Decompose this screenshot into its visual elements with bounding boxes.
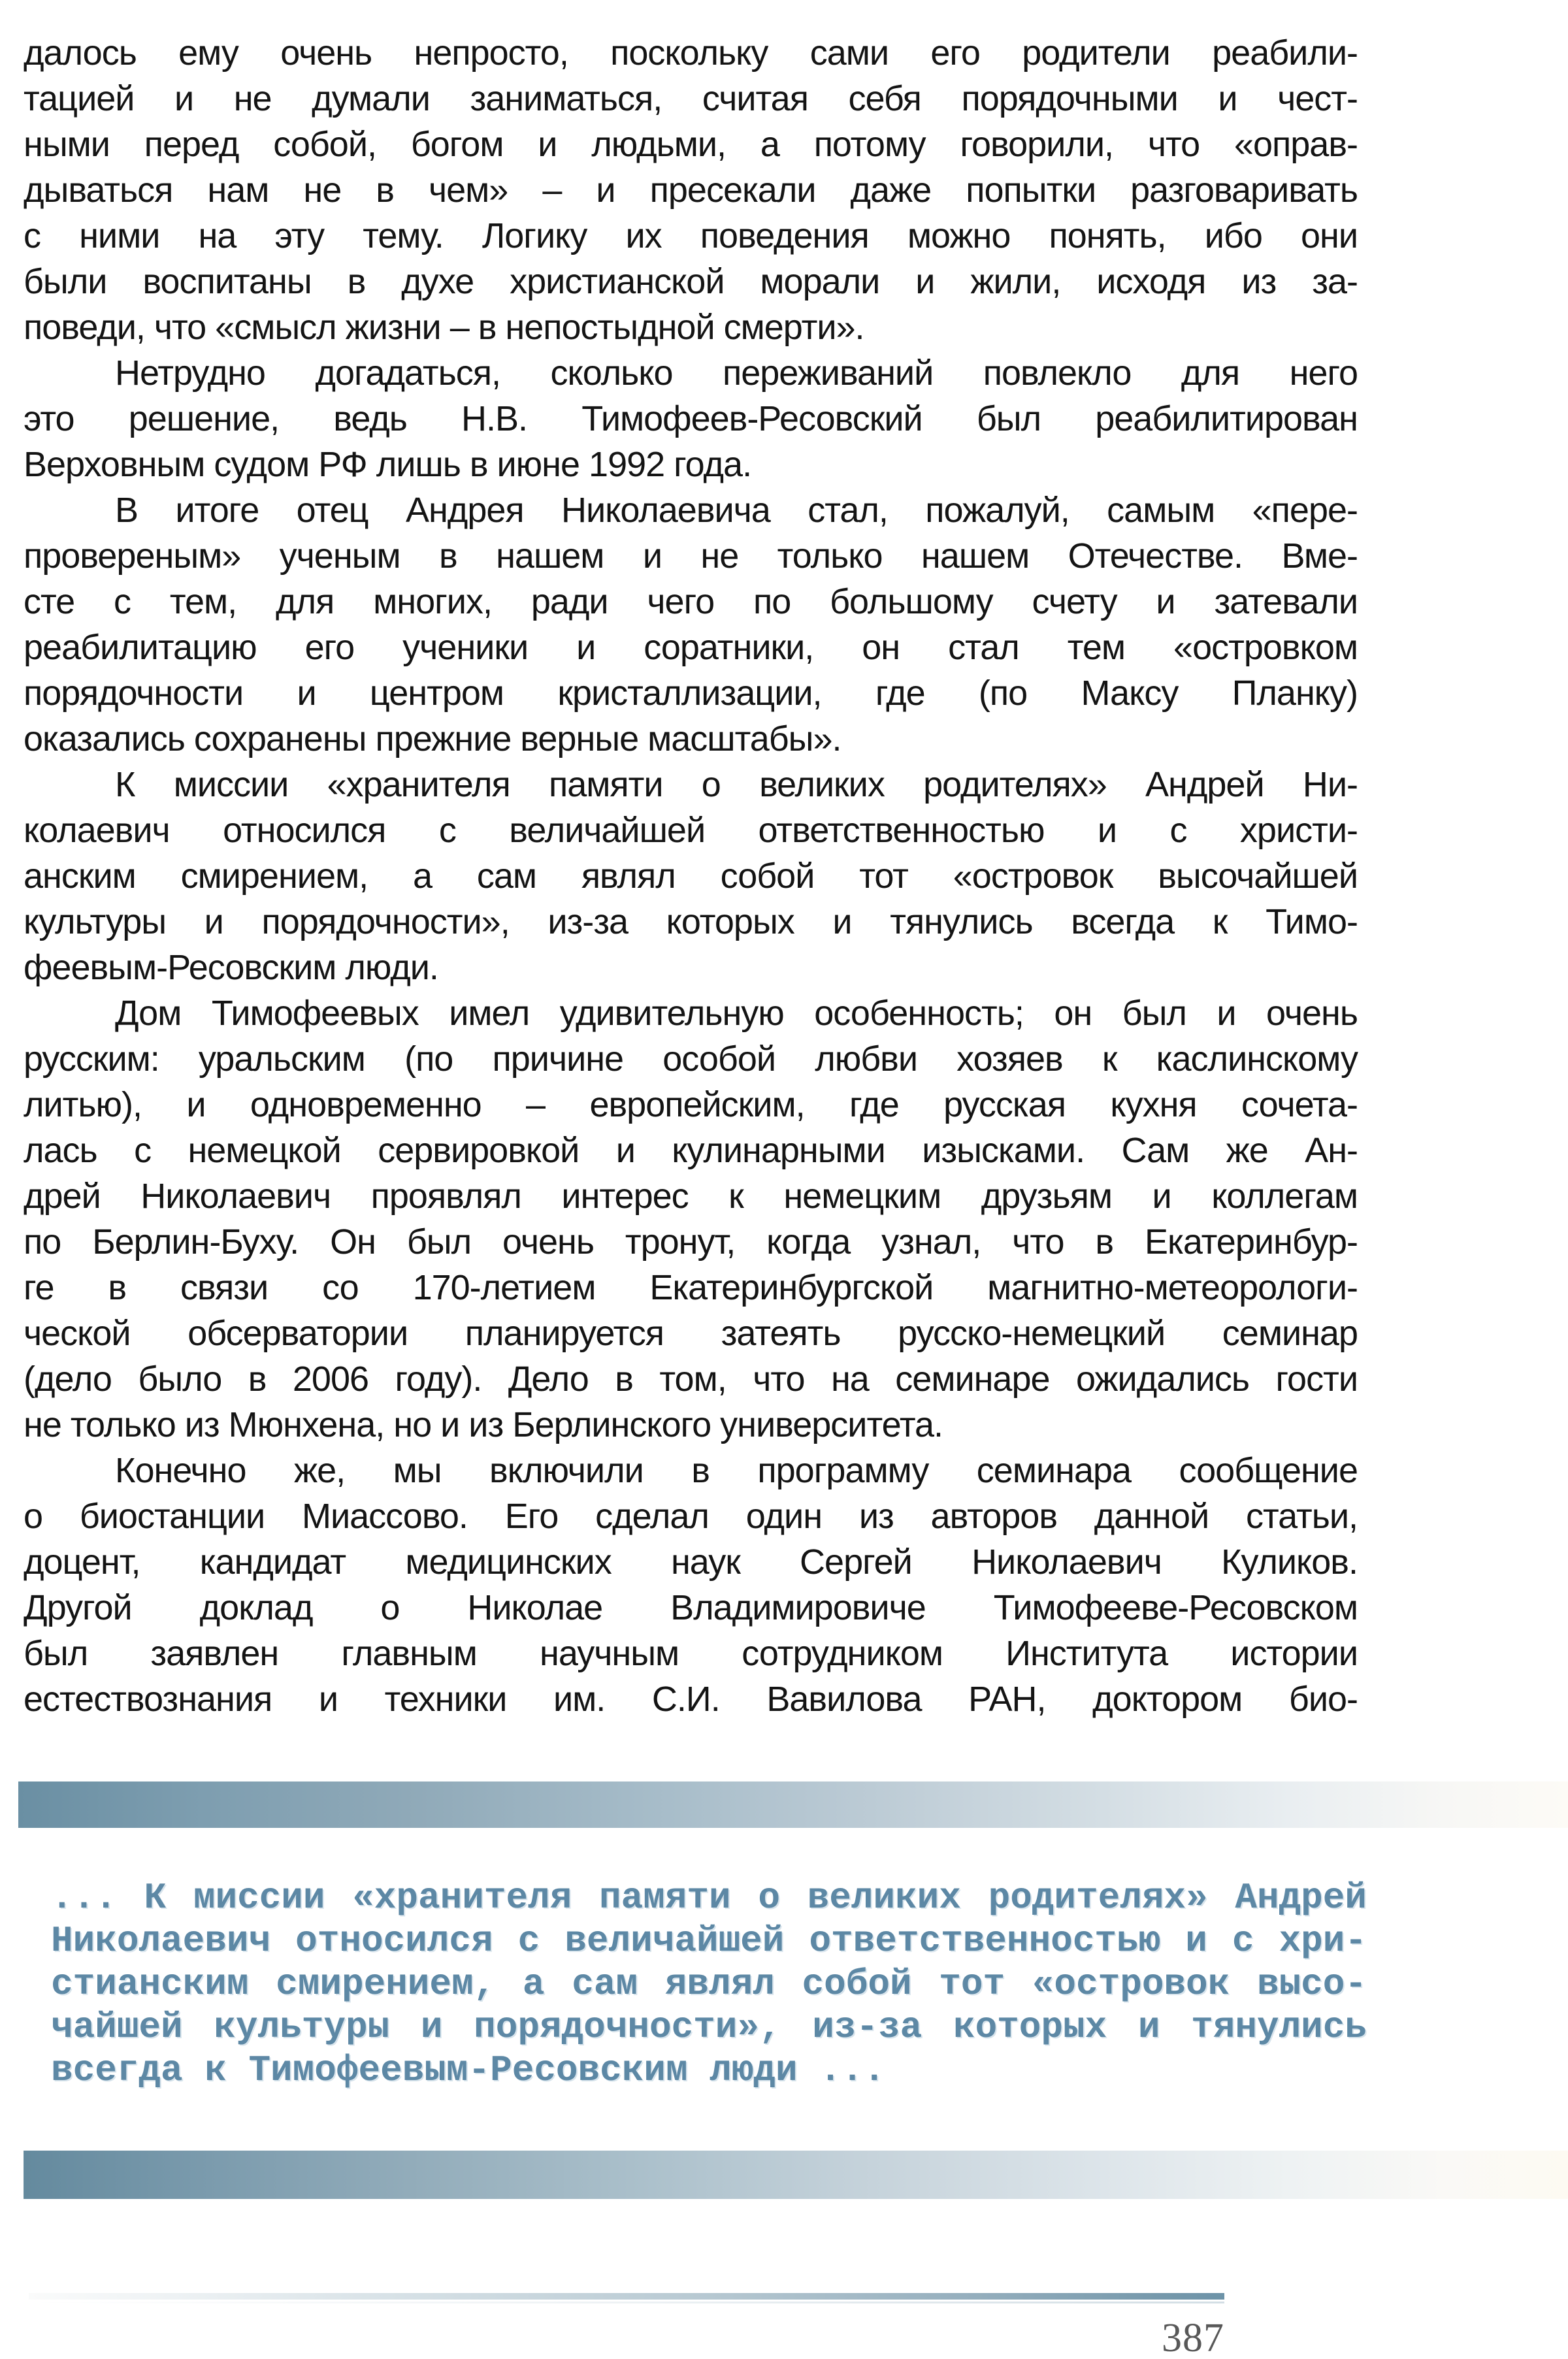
text-line: сте с тем, для многих, ради чего по большому счету и затевали <box>24 582 1358 621</box>
gradient-divider-bottom <box>24 2151 1568 2199</box>
pull-quote <box>51 1876 1367 2092</box>
text-line: литью), и одновременно – европейским, где русская кухня сочета- <box>24 1085 1358 1124</box>
text-line: далось ему очень непросто, поскольку сами его родители реабили- <box>24 33 1358 73</box>
page-number: 387 <box>1162 2316 1224 2359</box>
text-line: дрей Николаевич проявлял интерес к немецким друзьям и коллегам <box>24 1177 1358 1216</box>
gradient-divider-top <box>18 1781 1568 1828</box>
text-line: русским: уральским (по причине особой любви хозяев к каслинскому <box>24 1039 1358 1079</box>
text-line: колаевич относился с величайшей ответственностью и с христи- <box>24 811 1358 850</box>
text-line: культуры и порядочности», из-за которых и тянулись всегда к Тимо- <box>24 902 1358 941</box>
text-line: оказались сохранены прежние верные масштабы». <box>24 719 841 758</box>
text-line: ческой обсерватории планируется затеять русско-немецкий семинар <box>24 1314 1358 1353</box>
text-line: с ними на эту тему. Логику их поведения можно понять, ибо они <box>24 216 1358 255</box>
text-line: В итоге отец Андрея Николаевича стал, пожалуй, самым «пере- <box>115 491 1358 530</box>
text-line: Верховным судом РФ лишь в июне 1992 года. <box>24 445 752 484</box>
text-line: ге в связи со 170-летием Екатеринбургской магнитно-метеорологи- <box>24 1268 1358 1307</box>
text-line: Дом Тимофеевых имел удивительную особенность; он был и очень <box>115 994 1358 1033</box>
text-line: ными перед собой, богом и людьми, а потому говорили, что «оправ- <box>24 125 1358 164</box>
text-line: лась с немецкой сервировкой и кулинарными изысками. Сам же Ан- <box>24 1131 1358 1170</box>
body-text-block <box>24 30 1358 1722</box>
text-line: доцент, кандидат медицинских наук Сергей Николаевич Куликов. <box>24 1542 1358 1582</box>
pull-quote-line: стианским смирением, а сам являл собой тот «островок высо- <box>51 1963 1367 2005</box>
text-line: поведи, что «смысл жизни – в непостыдной смерти». <box>24 308 864 347</box>
text-line: тацией и не думали заниматься, считая себя порядочными и чест- <box>24 79 1358 118</box>
text-line: не только из Мюнхена, но и из Берлинского университета. <box>24 1405 943 1444</box>
text-line: провереным» ученым в нашем и не только нашем Отечестве. Вме- <box>24 536 1358 576</box>
text-line: Конечно же, мы включили в программу семинара сообщение <box>115 1451 1358 1490</box>
text-line: порядочности и центром кристаллизации, где (по Максу Планку) <box>24 674 1358 713</box>
text-line: К миссии «хранителя памяти о великих родителях» Андрей Ни- <box>115 765 1358 804</box>
text-line: по Берлин-Буху. Он был очень тронут, когда узнал, что в Екатеринбур- <box>24 1222 1358 1261</box>
text-line: о биостанции Миассово. Его сделал один из авторов данной статьи, <box>24 1497 1358 1536</box>
pull-quote-line: всегда к Тимофеевым-Ресовским люди ... <box>51 2049 886 2091</box>
text-line: Другой доклад о Николае Владимировиче Тимофееве-Ресовском <box>24 1588 1358 1627</box>
text-line: был заявлен главным научным сотрудником Института истории <box>24 1634 1358 1673</box>
text-line: естествознания и техники им. С.И. Вавилова РАН, доктором био- <box>24 1680 1358 1719</box>
text-line: Нетрудно догадаться, сколько переживаний повлекло для него <box>115 353 1358 393</box>
text-line: феевым-Ресовским люди. <box>24 948 438 987</box>
pull-quote-line: чайшей культуры и порядочности», из-за которых и тянулись <box>51 2006 1367 2048</box>
text-line: анским смирением, а сам являл собой тот «островок высочайшей <box>24 856 1358 896</box>
text-line: реабилитацию его ученики и соратники, он стал тем «островком <box>24 628 1358 667</box>
footer-rule <box>29 2293 1224 2300</box>
pull-quote-line: ... К миссии «хранителя памяти о великих родителях» Андрей <box>51 1877 1367 1919</box>
pull-quote-line: Николаевич относился с величайшей ответственностью и с хри- <box>51 1920 1367 1962</box>
text-line: были воспитаны в духе христианской морали и жили, исходя из за- <box>24 262 1358 301</box>
text-line: (дело было в 2006 году). Дело в том, что на семинаре ожидались гости <box>24 1359 1358 1399</box>
text-line: это решение, ведь Н.В. Тимофеев-Ресовский был реабилитирован <box>24 399 1358 438</box>
text-line: дываться нам не в чем» – и пресекали даже попытки разговаривать <box>24 171 1358 210</box>
